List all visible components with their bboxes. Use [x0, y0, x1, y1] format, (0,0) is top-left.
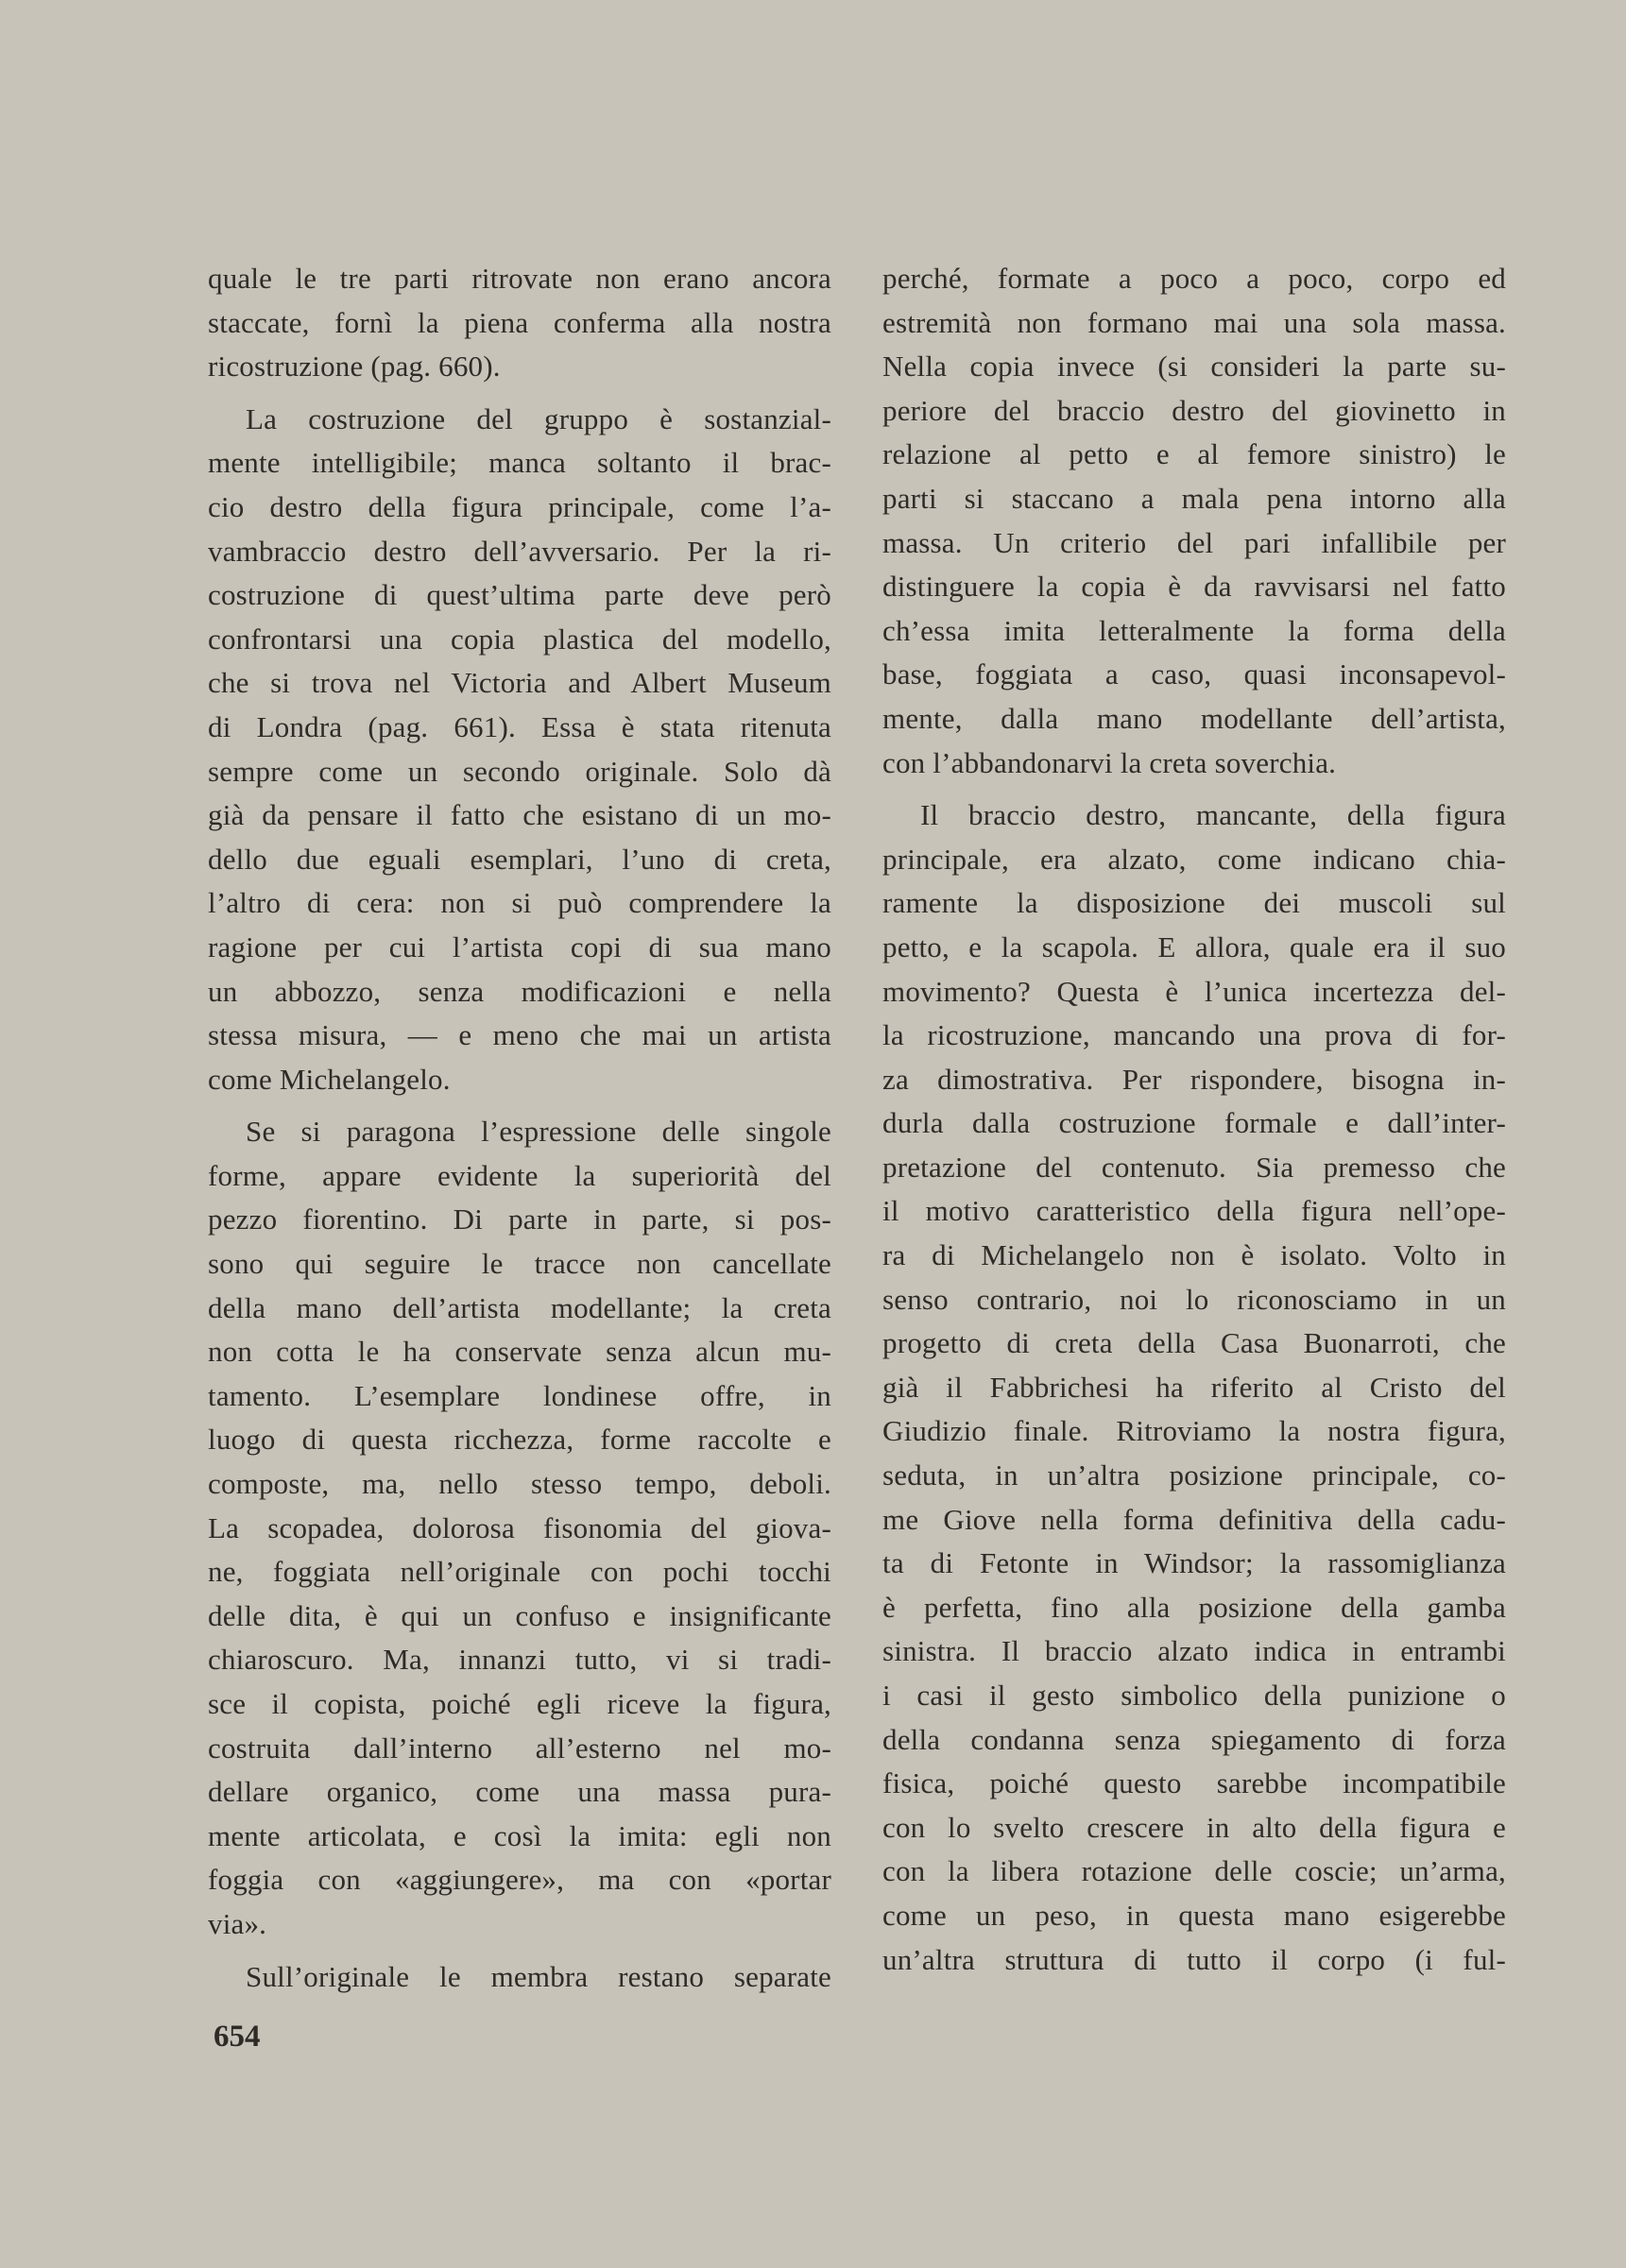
text-line: relazione al petto e al femore sinistro) le	[882, 437, 1506, 471]
text-line: l’altro di cera: non si può comprendere la	[208, 886, 831, 920]
text-line: senso contrario, noi lo riconosciamo in un	[882, 1282, 1506, 1316]
text-line: già da pensare il fatto che esistano di un mo-	[208, 798, 831, 832]
text-line: vambraccio destro dell’avversario. Per la ri-	[208, 534, 831, 568]
text-line: composte, ma, nello stesso tempo, deboli.	[208, 1467, 831, 1501]
text-line: progetto di creta della Casa Buonarroti, che	[882, 1326, 1506, 1360]
text-line: forme, appare evidente la superiorità del	[208, 1158, 831, 1192]
text-line: cio destro della figura principale, come l’a-	[208, 489, 831, 523]
text-line: Il braccio destro, mancante, della figura	[920, 798, 1506, 832]
text-line: periore del braccio destro del giovinetto in	[882, 393, 1506, 427]
left-text-column	[208, 257, 831, 1999]
text-line: già il Fabbrichesi ha riferito al Cristo del	[882, 1370, 1506, 1404]
text-line: che si trova nel Victoria and Albert Museum	[208, 666, 831, 700]
text-line: Sull’originale le membra restano separate	[246, 1959, 831, 1993]
text-line: quale le tre parti ritrovate non erano ancora	[208, 262, 831, 295]
text-line: ch’essa imita letteralmente la forma della	[882, 613, 1506, 647]
text-line: come Michelangelo.	[208, 1062, 451, 1096]
text-line: sce il copista, poiché egli riceve la figura,	[208, 1687, 831, 1720]
text-line: base, foggiata a caso, quasi inconsapevol-	[882, 657, 1506, 691]
text-line: confrontarsi una copia plastica del modello,	[208, 622, 831, 656]
text-line: fisica, poiché questo sarebbe incompatibile	[882, 1766, 1506, 1800]
text-line: sempre come un secondo originale. Solo dà	[208, 754, 831, 788]
text-line: mente intelligibile; manca soltanto il brac-	[208, 446, 831, 480]
text-line: pretazione del contenuto. Sia premesso che	[882, 1150, 1506, 1184]
text-line: estremità non formano mai una sola massa.	[882, 305, 1506, 339]
text-line: stessa misura, — e meno che mai un artista	[208, 1018, 831, 1052]
right-text-column	[882, 257, 1506, 1982]
text-line: Nella copia invece (si consideri la parte su-	[882, 350, 1506, 384]
text-line: petto, e la scapola. E allora, quale era il suo	[882, 929, 1506, 963]
text-line: ta di Fetonte in Windsor; la rassomiglianza	[882, 1546, 1506, 1580]
text-line: con lo svelto crescere in alto della figura e	[882, 1810, 1506, 1844]
text-line: ramente la disposizione dei muscoli sul	[882, 886, 1506, 920]
text-line: costruita dall’interno all’esterno nel mo-	[208, 1731, 831, 1765]
text-line: pezzo fiorentino. Di parte in parte, si pos-	[208, 1202, 831, 1236]
text-line: il motivo caratteristico della figura nell’ope-	[882, 1194, 1506, 1228]
text-line: un’altra struttura di tutto il corpo (i ful-	[882, 1942, 1506, 1976]
text-line: za dimostrativa. Per rispondere, bisogna in-	[882, 1062, 1506, 1096]
text-line: luogo di questa ricchezza, forme raccolte e	[208, 1423, 831, 1457]
text-line: un abbozzo, senza modificazioni e nella	[208, 974, 831, 1008]
text-line: come un peso, in questa mano esigerebbe	[882, 1898, 1506, 1932]
text-line: sinistra. Il braccio alzato indica in entrambi	[882, 1634, 1506, 1668]
text-line: ragione per cui l’artista copi di sua mano	[208, 929, 831, 963]
text-line: foggia con «aggiungere», ma con «portar	[208, 1863, 831, 1897]
text-line: non cotta le ha conservate senza alcun mu-	[208, 1335, 831, 1369]
text-line: la ricostruzione, mancando una prova di for-	[882, 1018, 1506, 1052]
text-line: staccate, fornì la piena conferma alla nostra	[208, 305, 831, 339]
text-line: è perfetta, fino alla posizione della gamba	[882, 1590, 1506, 1624]
text-line: La scopadea, dolorosa fisonomia del giova-	[208, 1510, 831, 1544]
text-line: mente articolata, e così la imita: egli non	[208, 1818, 831, 1852]
text-line: Se si paragona l’espressione delle singole	[246, 1115, 831, 1149]
text-line: Giudizio finale. Ritroviamo la nostra figura,	[882, 1414, 1506, 1448]
text-line: perché, formate a poco a poco, corpo ed	[882, 262, 1506, 295]
text-line: durla dalla costruzione formale e dall’inter-	[882, 1106, 1506, 1140]
text-line: di Londra (pag. 661). Essa è stata ritenuta	[208, 709, 831, 743]
text-line: La costruzione del gruppo è sostanzial-	[246, 401, 831, 435]
text-line: delle dita, è qui un confuso e insignificante	[208, 1598, 831, 1632]
text-line: dellare organico, come una massa pura-	[208, 1775, 831, 1809]
text-line: con l’abbandonarvi la creta soverchia.	[882, 745, 1337, 779]
text-line: via».	[208, 1906, 267, 1940]
text-line: con la libera rotazione delle coscie; un’arma,	[882, 1854, 1506, 1888]
text-line: costruzione di quest’ultima parte deve però	[208, 578, 831, 612]
text-line: ricostruzione (pag. 660).	[208, 350, 501, 384]
text-line: distinguere la copia è da ravvisarsi nel fatto	[882, 570, 1506, 604]
text-line: della condanna senza spiegamento di forza	[882, 1722, 1506, 1756]
text-line: sono qui seguire le tracce non cancellate	[208, 1247, 831, 1281]
text-line: ne, foggiata nell’originale con pochi tocchi	[208, 1555, 831, 1589]
page-number: 654	[214, 2020, 261, 2054]
text-line: me Giove nella forma definitiva della cadu-	[882, 1502, 1506, 1536]
text-line: massa. Un criterio del pari infallibile per	[882, 525, 1506, 559]
text-line: principale, era alzato, come indicano chia-	[882, 842, 1506, 876]
text-line: ra di Michelangelo non è isolato. Volto in	[882, 1238, 1506, 1272]
text-line: movimento? Questa è l’unica incertezza del-	[882, 974, 1506, 1008]
text-line: tamento. L’esemplare londinese offre, in	[208, 1378, 831, 1412]
text-line: parti si staccano a mala pena intorno alla	[882, 481, 1506, 515]
text-line: i casi il gesto simbolico della punizione o	[882, 1679, 1506, 1712]
text-line: mente, dalla mano modellante dell’artista,	[882, 701, 1506, 735]
text-line: della mano dell’artista modellante; la creta	[208, 1290, 831, 1324]
text-line: seduta, in un’altra posizione principale, co-	[882, 1458, 1506, 1492]
text-line: chiaroscuro. Ma, innanzi tutto, vi si tradi-	[208, 1643, 831, 1677]
text-line: dello due eguali esemplari, l’uno di creta,	[208, 842, 831, 876]
